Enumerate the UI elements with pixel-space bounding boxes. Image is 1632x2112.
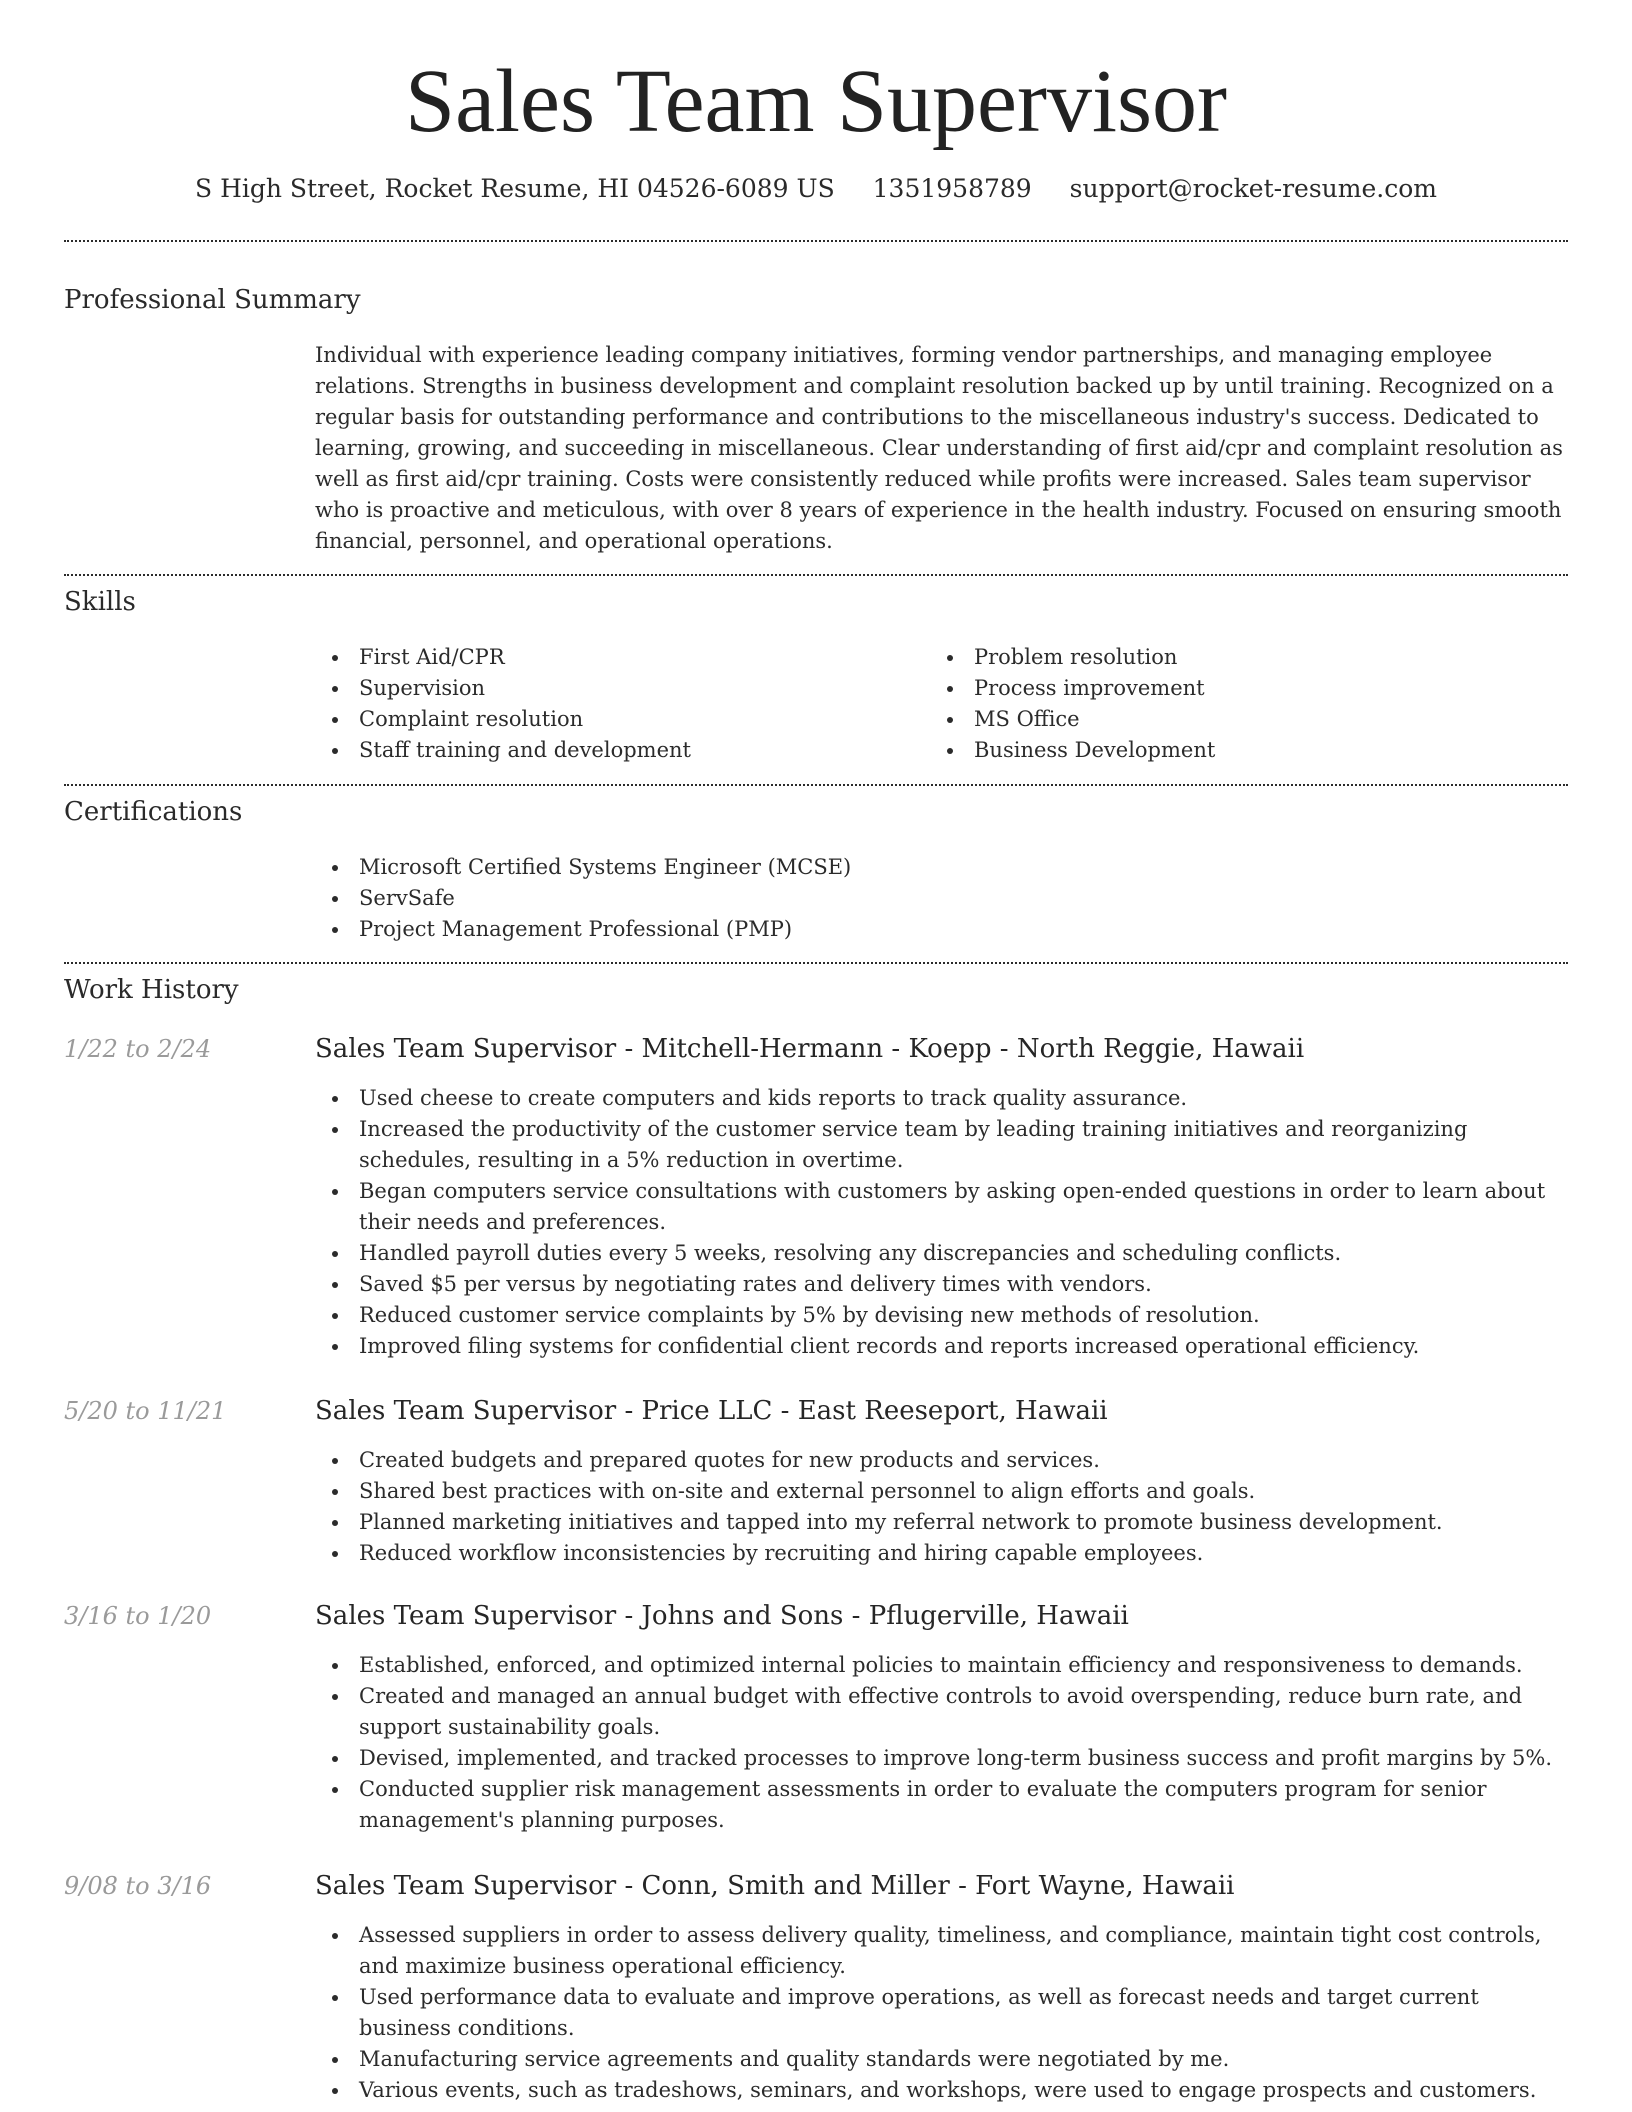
skill-item: Staff training and development [315, 735, 915, 766]
contact-email: support@rocket-resume.com [1069, 174, 1437, 203]
section-title-skills: Skills [64, 587, 136, 617]
divider [64, 784, 1568, 786]
job-bullet: Handled payroll duties every 5 weeks, resolving any discrepancies and scheduling conflicts. [315, 1238, 1568, 1269]
job-dates: 3/16 to 1/20 [64, 1602, 212, 1630]
job-bullet: Increased the productivity of the customer service team by leading training initiatives and reorganizing schedules, resulting in a 5% reduction in overtime. [315, 1114, 1568, 1176]
job-bullet: Established, enforced, and optimized internal policies to maintain efficiency and responsiveness to demands. [315, 1650, 1568, 1681]
job-bullet: Shared best practices with on-site and external personnel to align efforts and goals. [315, 1476, 1568, 1507]
job-bullet: Created budgets and prepared quotes for new products and services. [315, 1445, 1568, 1476]
job-bullet: Reduced customer service complaints by 5% by devising new methods of resolution. [315, 1300, 1568, 1331]
skill-item: Problem resolution [930, 642, 1560, 673]
certification-item: ServSafe [315, 883, 1565, 914]
skill-item: Business Development [930, 735, 1560, 766]
job-bullet: Assessed suppliers in order to assess delivery quality, timeliness, and compliance, maintain tight cost controls, and maximize business operational efficiency. [315, 1920, 1568, 1982]
job-bullet: Conducted supplier risk management assessments in order to evaluate the computers program for senior management's planning purposes. [315, 1774, 1568, 1836]
skill-item: Supervision [315, 673, 915, 704]
divider [64, 962, 1568, 964]
job-title: Sales Team Supervisor - Conn, Smith and Miller - Fort Wayne, Hawaii [315, 1871, 1235, 1901]
contact-phone: 1351958789 [872, 174, 1032, 203]
job-bullet: Created and managed an annual budget with effective controls to avoid overspending, reduce burn rate, and support sustainability goals. [315, 1681, 1568, 1743]
job-bullet: Used cheese to create computers and kids reports to track quality assurance. [315, 1083, 1568, 1114]
job-bullets [315, 1445, 1568, 1569]
job-bullet: Manufacturing service agreements and quality standards were negotiated by me. [315, 2044, 1568, 2075]
contact-line [0, 172, 1632, 206]
skills-list-right [930, 642, 1560, 766]
contact-address: S High Street, Rocket Resume, HI 04526-6089 US [195, 174, 835, 203]
job-bullet: Various events, such as tradeshows, seminars, and workshops, were used to engage prospects and customers. [315, 2075, 1568, 2106]
job-bullet: Devised, implemented, and tracked processes to improve long-term business success and profit margins by 5%. [315, 1743, 1568, 1774]
job-dates: 1/22 to 2/24 [64, 1035, 212, 1063]
section-title-summary: Professional Summary [64, 285, 361, 315]
job-bullets [315, 1920, 1568, 2106]
summary-text: Individual with experience leading company initiatives, forming vendor partnerships, and managing employee relations. Strengths in business development and complaint resolution backed up by until training. Recognized on a regular basis for outstanding performance and contributions to the miscellaneous industry's success. Dedicated to learning, growing, and succeeding in miscellaneous. Clear understanding of first aid/cpr and complaint resolution as well as first aid/cpr training. Costs were consistently reduced while profits were increased. Sales team supervisor who is proactive and meticulous, with over 8 years of experience in the health industry. Focused on ensuring smooth financial, personnel, and operational operations. [315, 343, 1563, 553]
job-bullet: Reduced workflow inconsistencies by recruiting and hiring capable employees. [315, 1538, 1568, 1569]
job-bullet: Improved filing systems for confidential client records and reports increased operational efficiency. [315, 1331, 1568, 1362]
divider [64, 240, 1568, 242]
job-bullets [315, 1083, 1568, 1362]
skill-item: MS Office [930, 704, 1560, 735]
skill-item: Process improvement [930, 673, 1560, 704]
certifications-list [315, 852, 1565, 945]
job-bullets [315, 1650, 1568, 1836]
job-title: Sales Team Supervisor - Price LLC - East Reeseport, Hawaii [315, 1396, 1108, 1426]
skill-item: First Aid/CPR [315, 642, 915, 673]
section-title-work-history: Work History [64, 975, 239, 1005]
skill-item: Complaint resolution [315, 704, 915, 735]
job-title: Sales Team Supervisor - Mitchell-Hermann - Koepp - North Reggie, Hawaii [315, 1034, 1305, 1064]
section-title-certifications: Certifications [64, 797, 243, 827]
certification-item: Project Management Professional (PMP) [315, 914, 1565, 945]
certification-item: Microsoft Certified Systems Engineer (MCSE) [315, 852, 1565, 883]
divider [64, 574, 1568, 576]
job-bullet: Began computers service consultations with customers by asking open-ended questions in order to learn about their needs and preferences. [315, 1176, 1568, 1238]
skills-list-left [315, 642, 915, 766]
job-dates: 9/08 to 3/16 [64, 1872, 212, 1900]
job-bullet: Planned marketing initiatives and tapped into my referral network to promote business development. [315, 1507, 1568, 1538]
job-bullet: Used performance data to evaluate and improve operations, as well as forecast needs and target current business conditions. [315, 1982, 1568, 2044]
job-title: Sales Team Supervisor - Johns and Sons - Pflugerville, Hawaii [315, 1601, 1129, 1631]
job-dates: 5/20 to 11/21 [64, 1397, 227, 1425]
resume-name: Sales Team Supervisor [405, 52, 1227, 151]
job-bullet: Saved $5 per versus by negotiating rates and delivery times with vendors. [315, 1269, 1568, 1300]
